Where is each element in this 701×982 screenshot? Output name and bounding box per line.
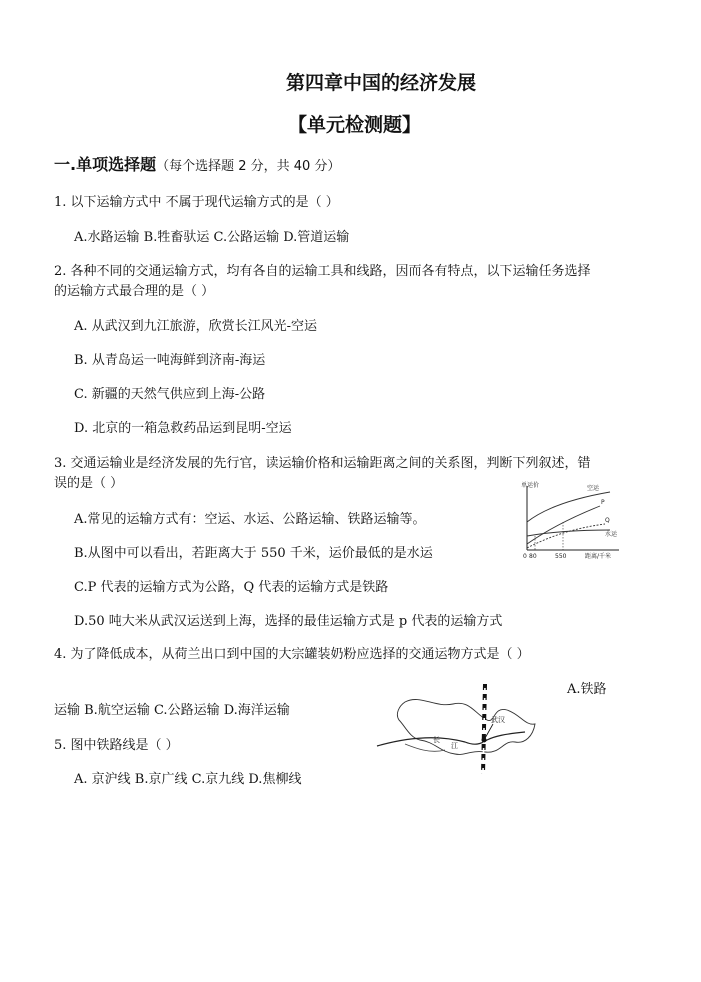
q2-option-d: D. 北京的一箱急救药品运到昆明-空运 xyxy=(74,421,292,436)
q-label: Q xyxy=(605,517,610,524)
q3-stem-line2: 误的是（ ） xyxy=(54,476,124,491)
q5-options: A. 京沪线 B.京广线 C.京九线 D.焦柳线 xyxy=(74,772,302,787)
river-label-2: 江 xyxy=(451,742,458,750)
q4-stem: 4. 为了降低成本，从荷兰出口到中国的大宗罐装奶粉应选择的交通运物方式是（ ） xyxy=(54,647,530,662)
page-subtitle: 【单元检测题】 xyxy=(288,114,422,136)
x-axis-label: 距离/千米 xyxy=(585,553,612,560)
section-heading xyxy=(54,152,340,175)
tick-80: 80 xyxy=(529,553,537,560)
q4-option-a: A.铁路 xyxy=(567,682,607,697)
y-axis-label: 单运价 xyxy=(521,482,540,489)
q1-stem: 1. 以下运输方式中 不属于现代运输方式的是（ ） xyxy=(54,195,339,210)
q3-option-b: B.从图中可以看出，若距离大于 550 千米，运价最低的是水运 xyxy=(74,546,433,561)
q3-option-c: C.P 代表的运输方式为公路，Q 代表的运输方式是铁路 xyxy=(74,580,389,595)
q4-options: 运输 B.航空运输 C.公路运输 D.海洋运输 xyxy=(54,703,290,718)
p-curve xyxy=(527,506,600,544)
city-label: 武汉 xyxy=(491,716,505,724)
railway-map-figure xyxy=(375,684,545,778)
q3-option-d: D.50 吨大米从武汉运送到上海，选择的最佳运输方式是 p 代表的运输方式 xyxy=(74,614,503,629)
rate-distance-chart xyxy=(515,478,625,562)
page-title: 第四章中国的经济发展 xyxy=(286,72,477,94)
rate-distance-figure xyxy=(515,478,625,566)
air-label: 空运 xyxy=(587,485,600,492)
q2-option-c: C. 新疆的天然气供应到上海-公路 xyxy=(74,387,266,402)
q5-stem: 5. 图中铁路线是（ ） xyxy=(54,738,179,753)
q2-stem-line2: 的运输方式最合理的是（ ） xyxy=(54,284,215,299)
section-note: （每个选择题 2 分，共 40 分） xyxy=(156,159,341,174)
q3-stem-line1: 3. 交通运输业是经济发展的先行官，读运输价格和运输距离之间的关系图，判断下列叙述，错 xyxy=(54,456,591,471)
province-outline xyxy=(397,699,535,754)
railway-map xyxy=(375,684,545,774)
water-curve xyxy=(527,530,610,536)
q3-option-a: A.常见的运输方式有：空运、水运、公路运输、铁路运输等。 xyxy=(74,512,426,527)
section-title: 一.单项选择题 xyxy=(54,155,157,174)
q2-option-a: A. 从武汉到九江旅游，欣赏长江风光-空运 xyxy=(74,319,318,334)
q2-stem-line1: 2. 各种不同的交通运输方式，均有各自的运输工具和线路，因而各有特点，以下运输任务选择 xyxy=(54,264,591,279)
q1-options: A.水路运输 B.牲畜驮运 C.公路运输 D.管道运输 xyxy=(74,230,350,245)
river-label-1: 长 xyxy=(433,736,440,744)
water-label: 水运 xyxy=(605,531,618,538)
tick-550: 550 xyxy=(555,553,567,560)
p-label: P xyxy=(601,499,605,506)
q2-option-b: B. 从青岛运一吨海鲜到济南-海运 xyxy=(74,353,266,368)
tick-0: 0 xyxy=(523,553,527,560)
